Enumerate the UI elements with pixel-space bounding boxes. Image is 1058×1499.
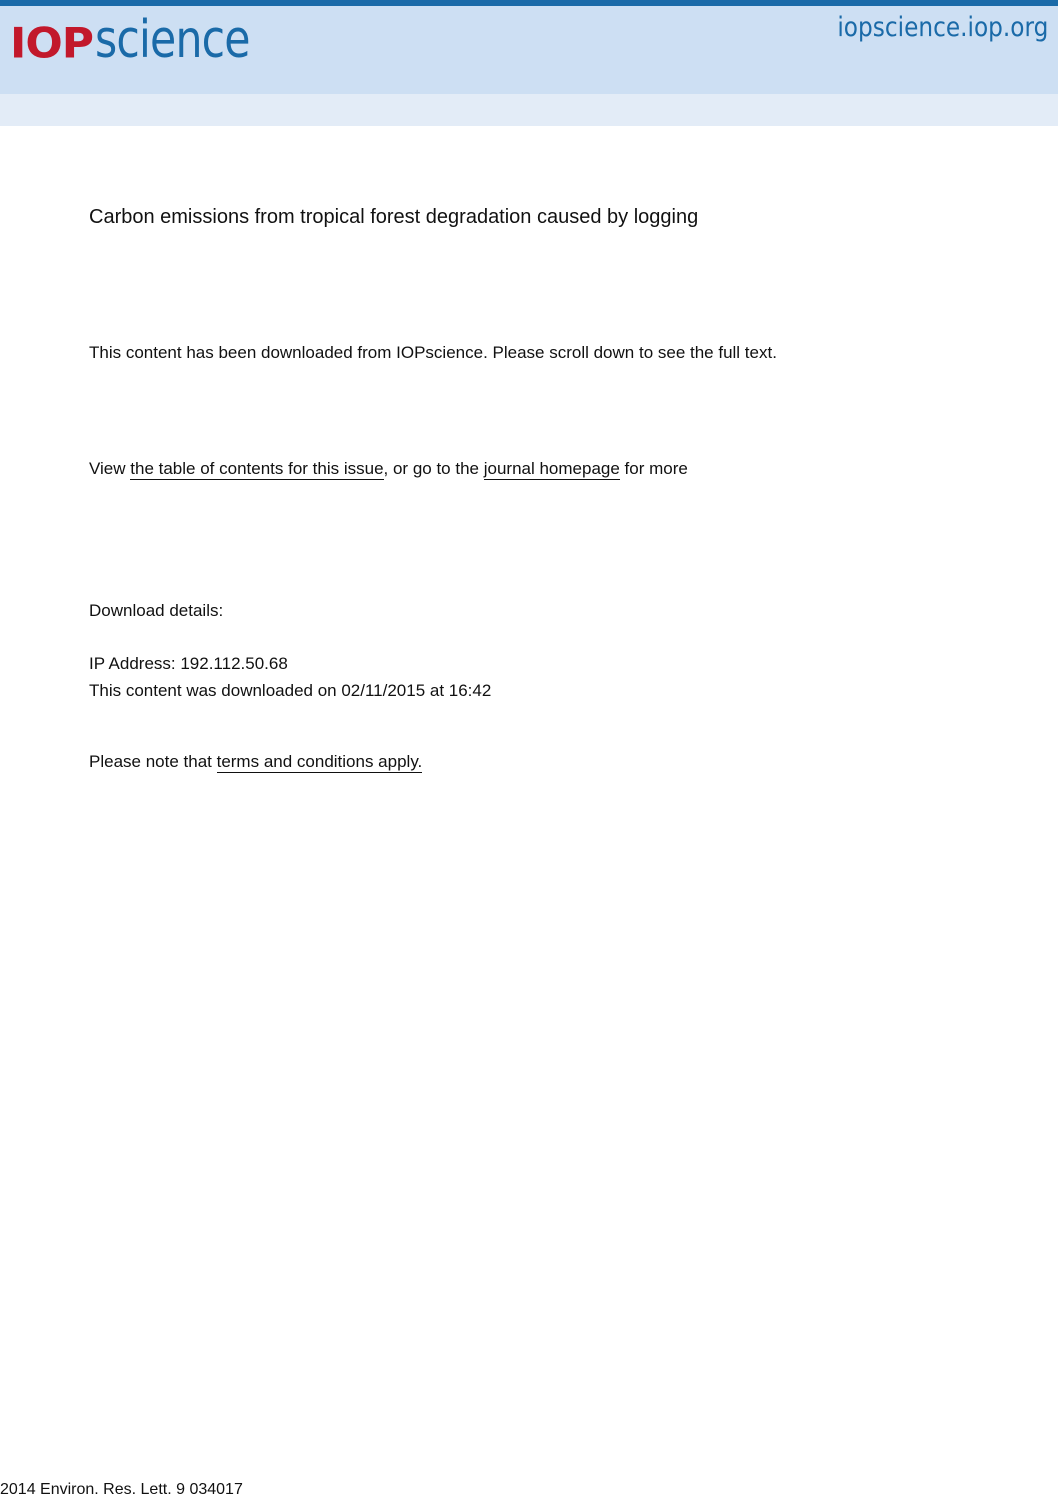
article-title: Carbon emissions from tropical forest degradation caused by logging	[89, 206, 699, 228]
view-more-line	[89, 459, 688, 479]
logo-iop-text: IOP	[10, 19, 94, 68]
terms-prefix-text: Please note that	[89, 752, 217, 771]
terms-and-conditions-link[interactable]: terms and conditions apply.	[216, 752, 423, 771]
ip-address: IP Address: 192.112.50.68	[89, 654, 288, 673]
view-suffix-text: for more	[619, 459, 688, 478]
logo-science-text: science	[95, 10, 250, 70]
table-of-contents-link[interactable]: the table of contents for this issue	[130, 459, 384, 478]
view-middle-text: , or go to the	[383, 459, 484, 478]
header-sub-band	[0, 94, 1058, 126]
journal-homepage-link[interactable]: journal homepage	[483, 459, 620, 478]
download-details-heading: Download details:	[89, 601, 224, 620]
site-url-link[interactable]: iopscience.iop.org	[836, 12, 1048, 43]
terms-line	[89, 752, 422, 772]
footer-citation: 2014 Environ. Res. Lett. 9 034017	[0, 1481, 243, 1498]
view-prefix-text: View	[89, 459, 131, 478]
iopscience-logo[interactable]	[10, 10, 284, 74]
download-message: This content has been downloaded from IOPscience. Please scroll down to see the full text.	[89, 343, 777, 362]
header-banner	[0, 6, 1058, 94]
download-timestamp: This content was downloaded on 02/11/2015 at 16:42	[89, 681, 492, 700]
